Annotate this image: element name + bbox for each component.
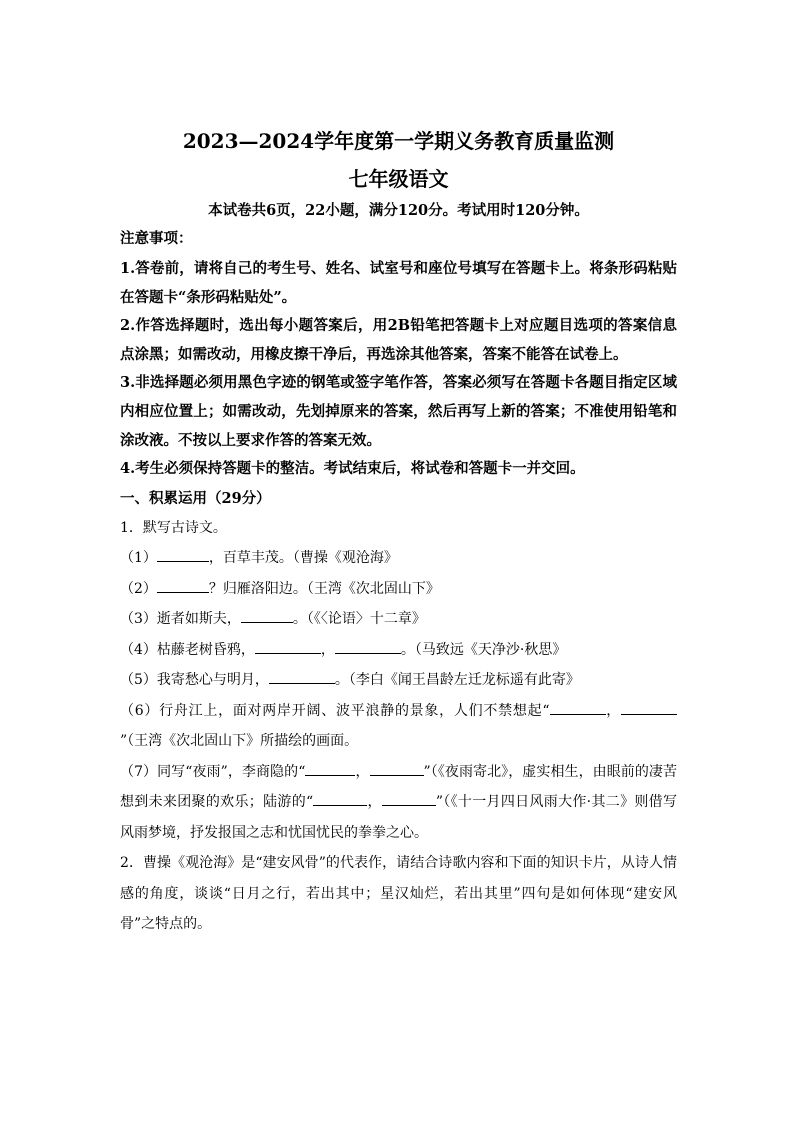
section-heading: 一、积累运用（29分） [120,489,271,507]
part-text: ”（《夜雨寄北》，虚实相生，由眼前的凄苦想到未来团聚的欢乐；陆游的“ [120,763,678,811]
answer-blank [370,761,424,776]
exam-title: 2023—2024学年度第一学期义务教育质量监测 [182,129,615,153]
part-text: ， [355,763,370,780]
question-1-part-1 [120,543,677,574]
part-text: ”（王湾《次北固山下》所描绘的画面。 [120,733,359,750]
question-1-part-6 [120,696,677,757]
part-text: （1） [120,550,157,567]
answer-blank [335,639,401,654]
part-text: ？归雁洛阳边。（王湾《次北固山下》 [208,580,440,597]
question-1-part-4 [120,635,677,666]
answer-blank [157,547,209,562]
part-text: （5）我寄愁心与明月， [120,672,269,689]
part-text: 。（李白《闻王昌龄左迁龙标遥有此寄》 [334,672,580,689]
notice-heading: 注意事项： [120,230,193,247]
notice-item-3: 3.非选择题必须用黑色字迹的钢笔或签字笔作答，答案必须写在答题卡各题目指定区域内相应位置上；如需改动，先划掉原来的答案，然后再写上新的答案；不准使用铅笔和涂改液。不按以上要求作答的答案无效。 [120,374,677,449]
notice-item-2: 2.作答选择题时，选出每小题答案后，用2B铅笔把答题卡上对应题目选项的答案信息点涂黑；如需改动，用橡皮擦干净后，再选涂其他答案，答案不能答在试卷上。 [120,317,677,363]
part-text: （2） [120,580,157,597]
notice-item-1: 1.答卷前，请将自己的考生号、姓名、试室号和座位号填写在答题卡上。将条形码粘贴在答题卡“条形码粘贴处”。 [120,260,677,306]
question-2: 2．曹操《观沧海》是“建安风骨”的代表作，请结合诗歌内容和下面的知识卡片，从诗人情感的角度，谈谈“日月之行，若出其中；星汉灿烂，若出其里”四句是如何体现“建安风骨”之特点的。 [120,855,677,933]
part-text: （6）行舟江上，面对两岸开阔、波平浪静的景象，人们不禁想起“ [120,702,550,719]
answer-blank [313,791,367,806]
part-text: ， [367,794,382,811]
exam-info: 本试卷共6页，22小题，满分120分。考试用时120分钟。 [208,202,589,219]
question-1-part-7 [120,757,677,849]
part-text: （3）逝者如斯夫， [120,611,241,628]
part-text: （4）枯藤老树昏鸦， [120,641,255,658]
part-text: ”（《十一月四日风雨大作·其二》则借写风雨梦境，抒发报国之志和忧国忧民的拳拳之心。 [120,794,677,841]
question-1-part-3 [120,604,677,635]
notice-item-4: 4.考生必须保持答题卡的整洁。考试结束后，将试卷和答题卡一并交回。 [120,460,585,478]
answer-blank [255,639,321,654]
part-text: （7）同写“夜雨”，李商隐的“ [120,763,306,780]
answer-blank [621,700,677,715]
part-text: 。（《〈论语〉十二章》 [292,611,426,628]
question-1-stem: 1．默写古诗文。 [120,519,227,536]
answer-blank [550,700,606,715]
question-1-part-5 [120,665,677,696]
part-text: 。（马致远《天净沙·秋思》 [400,641,567,658]
answer-blank [305,761,355,776]
answer-blank [241,608,293,623]
answer-blank [157,578,209,593]
part-text: ， [605,702,621,719]
answer-blank [382,791,436,806]
answer-blank [269,669,335,684]
exam-subtitle: 七年级语文 [348,167,449,191]
question-1-part-2 [120,574,677,605]
part-text: ， [320,641,335,658]
part-text: ，百草丰茂。（曹操《观沧海》 [208,550,398,567]
